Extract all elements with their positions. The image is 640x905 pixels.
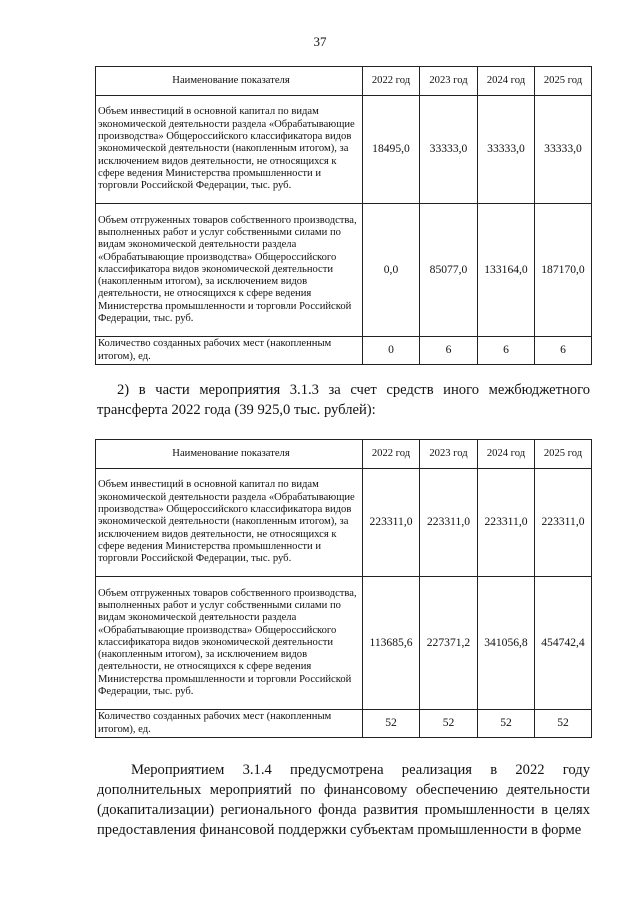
paragraph-measure-3-1-4: Мероприятием 3.1.4 предусмотрена реализация в 2022 году дополнительных мероприятий по финансовому обеспечению деятельности (докапитализации) регионального фонда развития промышленности в целях предоставления финансовой поддержки субъектам промышленности в форме — [97, 762, 590, 838]
header-year-2025: 2025 год — [535, 67, 592, 96]
indicators-table-1 — [95, 66, 592, 365]
indicator-name: Объем инвестиций в основной капитал по видам экономической деятельности раздела «Обрабатывающие производства» Общероссийского классификатора видов экономической деятельности (накопленным итогом), за исключением видов деятельности, не относящихся к сфере ведения Министерства промышленности и торговли Российской Федерации, тыс. руб. — [96, 96, 363, 204]
value-2023: 227371,2 — [420, 577, 478, 710]
table-row — [96, 469, 592, 577]
table-header-row — [96, 440, 592, 469]
value-2024: 223311,0 — [478, 469, 535, 577]
value-2025: 33333,0 — [535, 96, 592, 204]
indicator-name: Объем инвестиций в основной капитал по видам экономической деятельности раздела «Обрабатывающие производства» Общероссийского классификатора видов экономической деятельности (накопленным итогом), за исключением видов деятельности, не относящихся к сфере ведения Министерства промышленности и торговли Российской Федерации, тыс. руб. — [96, 469, 363, 577]
value-2022: 52 — [363, 710, 420, 738]
header-year-2022: 2022 год — [363, 440, 420, 469]
value-2022: 223311,0 — [363, 469, 420, 577]
value-2024: 33333,0 — [478, 96, 535, 204]
value-2024: 6 — [478, 337, 535, 365]
indicator-name: Количество созданных рабочих мест (накопленным итогом), ед. — [96, 337, 363, 365]
value-2025: 454742,4 — [535, 577, 592, 710]
table-row — [96, 337, 592, 365]
table-row — [96, 204, 592, 337]
indicator-name: Количество созданных рабочих мест (накопленным итогом), ед. — [96, 710, 363, 738]
value-2025: 52 — [535, 710, 592, 738]
value-2022: 18495,0 — [363, 96, 420, 204]
header-indicator-name: Наименование показателя — [96, 67, 363, 96]
value-2024: 341056,8 — [478, 577, 535, 710]
value-2022: 113685,6 — [363, 577, 420, 710]
header-year-2023: 2023 год — [420, 440, 478, 469]
value-2023: 52 — [420, 710, 478, 738]
value-2025: 187170,0 — [535, 204, 592, 337]
value-2022: 0,0 — [363, 204, 420, 337]
table-row — [96, 577, 592, 710]
indicators-table-2 — [95, 439, 592, 738]
header-indicator-name: Наименование показателя — [96, 440, 363, 469]
header-year-2023: 2023 год — [420, 67, 478, 96]
table-row — [96, 710, 592, 738]
table-row — [96, 96, 592, 204]
value-2023: 6 — [420, 337, 478, 365]
page-number: 37 — [313, 34, 327, 49]
value-2025: 6 — [535, 337, 592, 365]
value-2022: 0 — [363, 337, 420, 365]
value-2025: 223311,0 — [535, 469, 592, 577]
table-header-row — [96, 67, 592, 96]
indicator-name: Объем отгруженных товаров собственного производства, выполненных работ и услуг собственными силами по видам экономической деятельности раздела «Обрабатывающие производства» Общероссийского классификатора видов экономической деятельности (накопленным итогом), за исключением видов деятельности, не относящихся к сфере ведения Министерства промышленности и торговли Российской Федерации, тыс. руб. — [96, 577, 363, 710]
value-2023: 85077,0 — [420, 204, 478, 337]
header-year-2022: 2022 год — [363, 67, 420, 96]
value-2024: 133164,0 — [478, 204, 535, 337]
header-year-2024: 2024 год — [478, 440, 535, 469]
header-year-2024: 2024 год — [478, 67, 535, 96]
value-2023: 223311,0 — [420, 469, 478, 577]
indicator-name: Объем отгруженных товаров собственного производства, выполненных работ и услуг собственными силами по видам экономической деятельности раздела «Обрабатывающие производства» Общероссийского классификатора видов экономической деятельности (накопленным итогом), за исключением видов деятельности, не относящихся к сфере ведения Министерства промышленности и торговли Российской Федерации, тыс. руб. — [96, 204, 363, 337]
paragraph-transfer: 2) в части мероприятия 3.1.3 за счет средств иного межбюджетного трансферта 2022 года (39 925,0 тыс. рублей): — [97, 382, 590, 418]
value-2024: 52 — [478, 710, 535, 738]
value-2023: 33333,0 — [420, 96, 478, 204]
header-year-2025: 2025 год — [535, 440, 592, 469]
